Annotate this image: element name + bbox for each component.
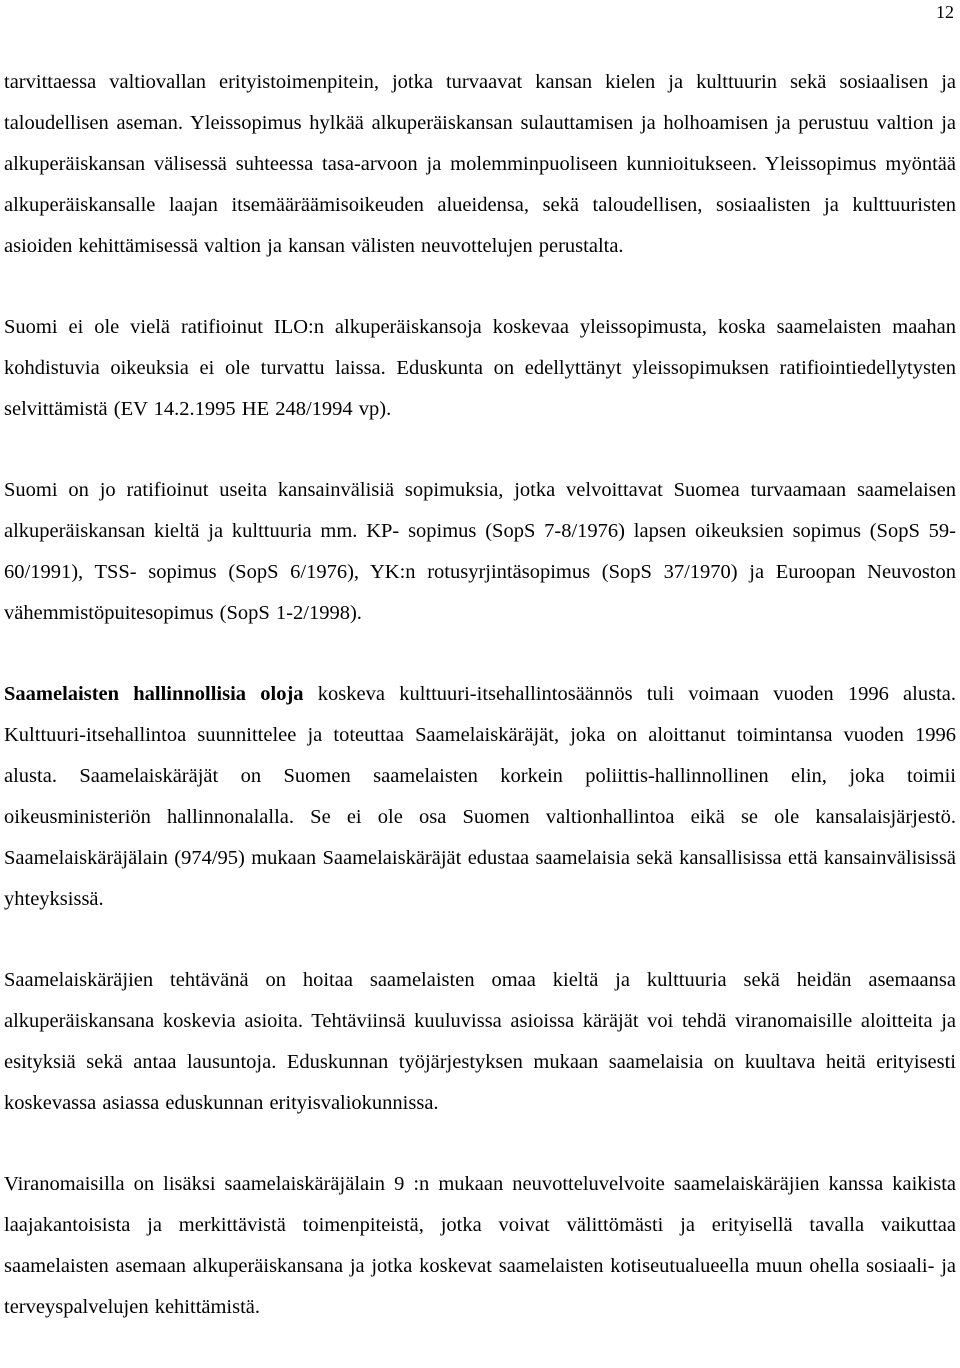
paragraph-negotiation-obligation: Viranomaisilla on lisäksi saamelaiskäräjälain 9 :n mukaan neuvotteluvelvoite saamelaiskäräjien kanssa kaikista laajakantoisista ja merkittävistä toimenpiteistä, jotka voivat välittömästi ja erityisellä tavalla vaikuttaa saamelaisten asemaan alkuperäiskansana ja jotka koskevat saamelaisten kotiseutualueella muun ohella sosiaali- ja terveyspalvelujen kehittämistä. [4,1173,956,1318]
page-number: 12 [936,2,954,22]
document-body [4,62,956,1368]
paragraph-ratification-status: Suomi ei ole vielä ratifioinut ILO:n alkuperäiskansoja koskevaa yleissopimusta, koska saamelaisten maahan kohdistuvia oikeuksia ei ole turvattu laissa. Eduskunta on edellyttänyt yleissopimuksen ratifiointiedellytysten selvittämistä (EV 14.2.1995 HE 248/1994 vp). [4,316,956,420]
paragraph-body: koskeva kulttuuri-itsehallintosäännös tuli voimaan vuoden 1996 alusta. Kulttuuri-itsehallintoa suunnittelee ja toteuttaa Saamelaiskäräjät, joka on aloittanut toimintansa vuoden 1996 alusta. Saamelaiskäräjät on Suomen saamelaisten korkein poliittis-hallinnollinen elin, joka toimii oikeusministeriön hallinnonalalla. Se ei ole osa Suomen valtionhallintoa eikä se ole kansalaisjärjestö. Saamelaiskäräjälain (974/95) mukaan Saamelaiskäräjät edustaa saamelaisia sekä kansallisissa että kansainvälisissä yhteyksissä. [4,683,956,910]
paragraph-sami-administration [4,674,956,920]
paragraph-international-agreements: Suomi on jo ratifioinut useita kansainvälisiä sopimuksia, jotka velvoittavat Suomea turvaamaan saamelaisen alkuperäiskansan kieltä ja kulttuuria mm. KP- sopimus (SopS 7-8/1976) lapsen oikeuksien sopimus (SopS 59-60/1991), TSS- sopimus (SopS 6/1976), YK:n rotusyrjintäsopimus (SopS 37/1970) ja Euroopan Neuvoston vähemmistöpuitesopimus (SopS 1-2/1998). [4,479,956,624]
paragraph-sami-parliament-tasks: Saamelaiskäräjien tehtävänä on hoitaa saamelaisten omaa kieltä ja kulttuuria sekä heidän asemaansa alkuperäiskansana koskevia asioita. Tehtäviinsä kuuluvissa asioissa käräjät voi tehdä viranomaisille aloitteita ja esityksiä sekä antaa lausuntoja. Eduskunnan työjärjestyksen mukaan saamelaisia on kuultava heitä erityisesti koskevassa asiassa eduskunnan erityisvaliokunnissa. [4,969,956,1114]
bold-lead-heading: Saamelaisten hallinnollisia oloja [4,683,304,705]
paragraph-ilo-convention: tarvittaessa valtiovallan erityistoimenpitein, jotka turvaavat kansan kielen ja kulttuurin sekä sosiaalisen ja taloudellisen aseman. Yleissopimus hylkää alkuperäiskansan sulauttamisen ja holhoamisen ja perustuu valtion ja alkuperäiskansan välisessä suhteessa tasa-arvoon ja molemminpuoliseen kunnioitukseen. Yleissopimus myöntää alkuperäiskansalle laajan itsemääräämisoikeuden alueidensa, sekä taloudellisen, sosiaalisten ja kulttuuristen asioiden kehittämisessä valtion ja kansan välisten neuvottelujen perustalta. [4,71,956,257]
